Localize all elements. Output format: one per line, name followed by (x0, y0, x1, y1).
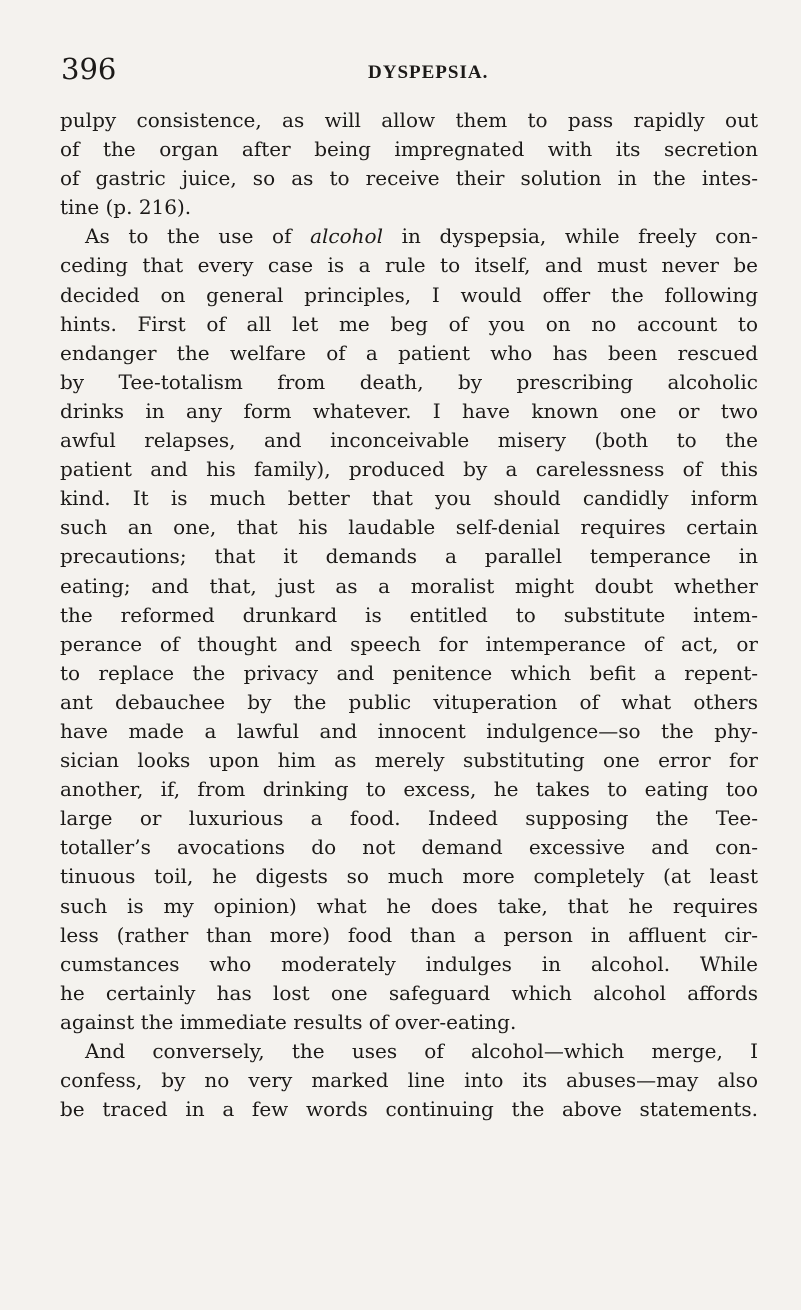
text-line: be traced in a few words continuing the above statements. (60, 1097, 758, 1122)
text-line: precautions; that it demands a parallel temperance in (60, 544, 758, 569)
text-fragment: in dyspepsia, while freely con- (383, 224, 759, 249)
text-line: against the immediate results of over-eating. (60, 1009, 517, 1034)
text-line: tine (p. 216). (60, 195, 192, 220)
text-line: the reformed drunkard is entitled to substitute intem- (60, 602, 758, 627)
text-line: patient and his family), produced by a carelessness of this (60, 457, 758, 482)
running-head: DYSPEPSIA. (368, 62, 489, 83)
text-line: large or luxurious a food. Indeed supposing the Tee- (60, 806, 758, 831)
text-line: by Tee-totalism from death, by prescribing alcoholic (60, 369, 758, 394)
text-line: ant debauchee by the public vituperation of what others (60, 689, 758, 714)
text-line: sician looks upon him as merely substituting one error for (60, 748, 758, 773)
text-line: less (rather than more) food than a person in affluent cir- (60, 922, 758, 947)
text-line: And conversely, the uses of alcohol—which merge, I (85, 1039, 758, 1063)
text-line: cumstances who moderately indulges in alcohol. While (60, 951, 758, 976)
text-line: of gastric juice, so as to receive their solution in the intes- (60, 166, 758, 191)
text-line: pulpy consistence, as will allow them to pass rapidly out (60, 108, 758, 132)
text-line: decided on general principles, I would offer the following (60, 282, 758, 307)
text-fragment: As to the use of (85, 224, 311, 249)
text-line (60, 222, 758, 251)
text-line: another, if, from drinking to excess, he takes to eating too (60, 777, 758, 802)
page-number: 396 (61, 52, 117, 86)
text-line: perance of thought and speech for intemperance of act, or (60, 631, 758, 656)
text-line: such an one, that his laudable self-denial requires certain (60, 515, 758, 540)
text-line: hints. First of all let me beg of you on no account to (60, 311, 758, 336)
text-line: awful relapses, and inconceivable misery (both to the (60, 428, 758, 453)
text-line: endanger the welfare of a patient who has been rescued (60, 340, 758, 365)
text-line: to replace the privacy and penitence which befit a repent- (60, 660, 758, 685)
text-line: eating; and that, just as a moralist might doubt whether (60, 573, 758, 598)
text-line: of the organ after being impregnated with its secretion (60, 137, 758, 162)
text-line: have made a lawful and innocent indulgence—so the phy- (60, 718, 758, 743)
text-line: confess, by no very marked line into its abuses—may also (60, 1068, 758, 1093)
text-line: kind. It is much better that you should candidly inform (60, 486, 758, 511)
italic-term: alcohol (310, 224, 383, 249)
text-line: he certainly has lost one safeguard which alcohol affords (60, 980, 758, 1005)
text-line: totaller’s avocations do not demand excessive and con- (60, 835, 758, 860)
text-line: such is my opinion) what he does take, that he requires (60, 893, 758, 918)
body-text (60, 106, 758, 1124)
text-line: drinks in any form whatever. I have known one or two (60, 398, 758, 423)
text-line: ceding that every case is a rule to itself, and must never be (60, 253, 758, 278)
text-line: tinuous toil, he digests so much more completely (at least (60, 864, 758, 889)
